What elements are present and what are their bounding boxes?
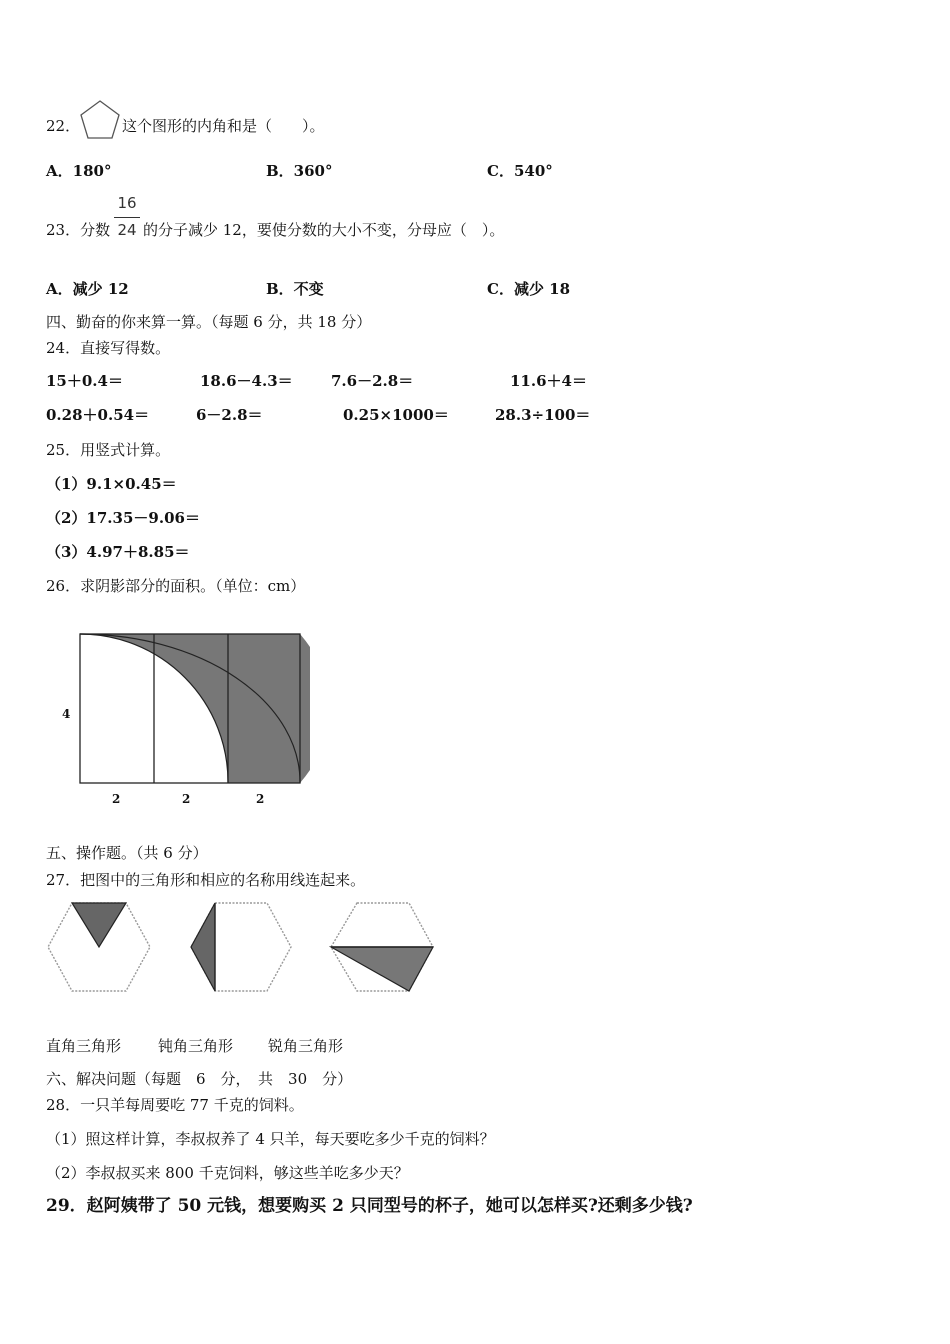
q28-title: 28．一只羊每周要吃 77 千克的饲料。 xyxy=(46,1096,304,1114)
q24-item: 7.6－2.8＝ xyxy=(331,372,414,390)
q24-item: 6－2.8＝ xyxy=(196,406,263,424)
q22-text: 这个图形的内角和是（ ）。 xyxy=(122,117,325,135)
triangle-name-obtuse: 钝角三角形 xyxy=(158,1037,234,1055)
section6-title: 六、解决问题（每题 6 分， 共 30 分） xyxy=(46,1070,353,1088)
hexagon-right-triangle xyxy=(187,901,293,993)
q29-title: 29．赵阿姨带了 50 元钱，想要购买 2 只同型号的杯子，她可以怎样买?还剩多少钱? xyxy=(46,1196,693,1216)
pentagon-figure xyxy=(79,99,121,141)
q27-title: 27．把图中的三角形和相应的名称用线连起来。 xyxy=(46,871,366,889)
q23-fraction-bar xyxy=(114,217,140,218)
q24-item: 18.6－4.3＝ xyxy=(200,372,293,390)
hexagon-obtuse-triangle xyxy=(329,901,435,993)
q23-text: 的分子减少 12，要使分数的大小不变，分母应（ ）。 xyxy=(143,221,505,239)
q22-number: 22． xyxy=(46,117,81,135)
q26-title: 26．求阴影部分的面积。（单位：cm） xyxy=(46,577,306,595)
q23-option-c: C．减少 18 xyxy=(487,280,571,298)
q26-bottom-label: 2 xyxy=(256,792,265,806)
q25-item: （2）17.35－9.06＝ xyxy=(46,509,200,527)
q24-item: 0.25×1000＝ xyxy=(343,406,449,424)
q26-bottom-label: 2 xyxy=(112,792,121,806)
q24-item: 11.6＋4＝ xyxy=(510,372,587,390)
q23-option-b: B．不变 xyxy=(266,280,324,298)
q23-number: 23．分数 xyxy=(46,221,111,239)
shaded-area-figure xyxy=(70,628,310,788)
q25-item: （3）4.97＋8.85＝ xyxy=(46,543,190,561)
q23-fraction-numerator: 16 xyxy=(117,194,137,212)
q23-option-a: A．减少 12 xyxy=(46,280,129,298)
q26-bottom-label: 2 xyxy=(182,792,191,806)
q24-title: 24．直接写得数。 xyxy=(46,339,171,357)
q24-item: 15＋0.4＝ xyxy=(46,372,123,390)
q25-item: （1）9.1×0.45＝ xyxy=(46,475,177,493)
section4-title: 四、勤奋的你来算一算。（每题 6 分，共 18 分） xyxy=(46,313,372,331)
q24-item: 0.28＋0.54＝ xyxy=(46,406,150,424)
q22-option-b: B．360° xyxy=(266,162,333,180)
q22-option-a: A．180° xyxy=(46,162,112,180)
q28-item: （2）李叔叔买来 800 千克饲料，够这些羊吃多少天？ xyxy=(46,1164,409,1182)
q24-item: 28.3÷100＝ xyxy=(495,406,591,424)
q22-option-c: C．540° xyxy=(487,162,553,180)
triangle-name-acute: 锐角三角形 xyxy=(268,1037,344,1055)
q26-side-label: 4 xyxy=(62,707,71,721)
hexagon-acute-triangle xyxy=(46,901,152,993)
section5-title: 五、操作题。（共 6 分） xyxy=(46,844,208,862)
q25-title: 25．用竖式计算。 xyxy=(46,441,171,459)
triangle-name-right: 直角三角形 xyxy=(46,1037,122,1055)
q23-fraction-denominator: 24 xyxy=(117,221,137,239)
q28-item: （1）照这样计算，李叔叔养了 4 只羊，每天要吃多少千克的饲料？ xyxy=(46,1130,495,1148)
